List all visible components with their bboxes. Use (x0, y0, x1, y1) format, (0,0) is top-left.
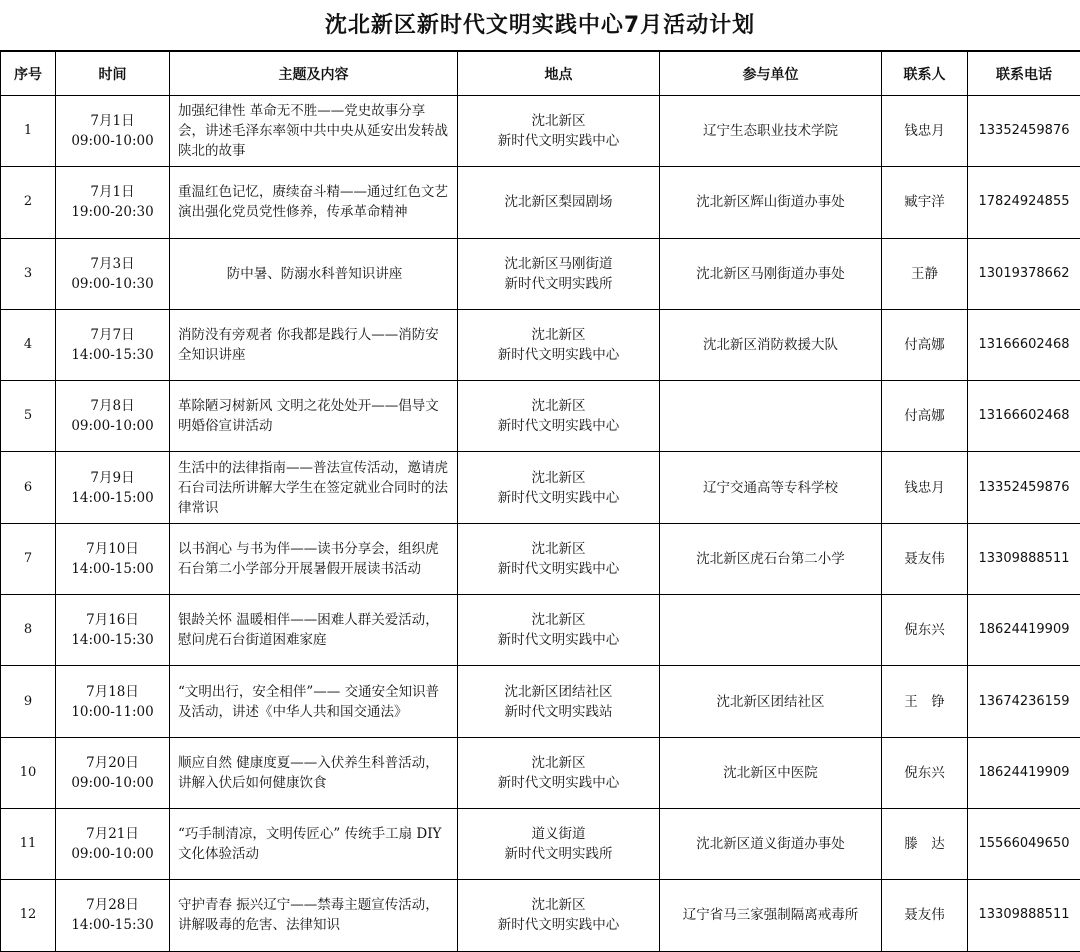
row-date: 7月1日 (60, 182, 165, 202)
row-time (56, 167, 170, 238)
header-place: 地点 (458, 52, 660, 96)
row-no: 1 (1, 96, 56, 167)
row-unit: 沈北新区中医院 (660, 737, 882, 808)
row-time (56, 808, 170, 879)
row-date: 7月16日 (60, 610, 165, 630)
row-place-line1: 沈北新区 (462, 539, 655, 559)
row-unit: 辽宁交通高等专科学校 (660, 452, 882, 523)
table-row (1, 666, 1080, 737)
row-place (458, 808, 660, 879)
row-phone: 13309888511 (968, 523, 1080, 594)
row-topic: “文明出行，安全相伴”—— 交通安全知识普及活动，讲述《中华人共和国交通法》 (170, 666, 458, 737)
row-no: 9 (1, 666, 56, 737)
row-place (458, 523, 660, 594)
row-hours: 09:00-10:00 (60, 131, 165, 151)
row-date: 7月3日 (60, 254, 165, 274)
row-place-line2: 新时代文明实践中心 (462, 630, 655, 650)
row-phone: 15566049650 (968, 808, 1080, 879)
row-unit (660, 381, 882, 452)
table-row (1, 737, 1080, 808)
row-hours: 14:00-15:00 (60, 559, 165, 579)
table-row (1, 309, 1080, 380)
row-date: 7月9日 (60, 468, 165, 488)
row-unit: 沈北新区辉山街道办事处 (660, 167, 882, 238)
table-row (1, 167, 1080, 238)
row-phone: 13166602468 (968, 309, 1080, 380)
table-row (1, 808, 1080, 879)
row-place-line1: 沈北新区 (462, 468, 655, 488)
row-no: 2 (1, 167, 56, 238)
row-phone: 13309888511 (968, 880, 1080, 951)
row-topic: 防中暑、防溺水科普知识讲座 (170, 238, 458, 309)
row-no: 5 (1, 381, 56, 452)
row-topic: 顺应自然 健康度夏——入伏养生科普活动，讲解入伏后如何健康饮食 (170, 737, 458, 808)
row-phone: 13352459876 (968, 452, 1080, 523)
row-place-line2: 新时代文明实践中心 (462, 131, 655, 151)
row-topic: 生活中的法律指南——普法宣传活动，邀请虎石台司法所讲解大学生在签定就业合同时的法律常识 (170, 452, 458, 523)
row-contact: 王静 (882, 238, 968, 309)
row-unit: 辽宁省马三家强制隔离戒毒所 (660, 880, 882, 951)
row-contact: 倪东兴 (882, 737, 968, 808)
row-phone: 13019378662 (968, 238, 1080, 309)
row-no: 10 (1, 737, 56, 808)
row-date: 7月7日 (60, 325, 165, 345)
header-no: 序号 (1, 52, 56, 96)
row-unit: 沈北新区马刚街道办事处 (660, 238, 882, 309)
row-hours: 09:00-10:00 (60, 844, 165, 864)
row-contact: 聂友伟 (882, 523, 968, 594)
row-place-line2: 新时代文明实践中心 (462, 559, 655, 579)
row-hours: 14:00-15:00 (60, 488, 165, 508)
row-hours: 09:00-10:00 (60, 773, 165, 793)
table-row (1, 880, 1080, 951)
row-unit: 沈北新区道义街道办事处 (660, 808, 882, 879)
row-hours: 14:00-15:30 (60, 345, 165, 365)
row-place (458, 309, 660, 380)
row-time (56, 666, 170, 737)
row-contact: 滕 达 (882, 808, 968, 879)
row-unit: 沈北新区消防救援大队 (660, 309, 882, 380)
row-topic: 以书润心 与书为伴——读书分享会，组织虎石台第二小学部分开展暑假开展读书活动 (170, 523, 458, 594)
row-phone: 13352459876 (968, 96, 1080, 167)
row-hours: 14:00-15:30 (60, 630, 165, 650)
row-hours: 10:00-11:00 (60, 702, 165, 722)
row-place-line2: 新时代文明实践所 (462, 844, 655, 864)
table-row (1, 452, 1080, 523)
row-topic: 消防没有旁观者 你我都是践行人——消防安全知识讲座 (170, 309, 458, 380)
row-topic: 守护青春 振兴辽宁——禁毒主题宣传活动，讲解吸毒的危害、法律知识 (170, 880, 458, 951)
row-contact: 王 铮 (882, 666, 968, 737)
row-date: 7月28日 (60, 895, 165, 915)
row-place (458, 452, 660, 523)
table-row (1, 96, 1080, 167)
row-place-line1: 沈北新区 (462, 396, 655, 416)
row-hours: 19:00-20:30 (60, 202, 165, 222)
row-place-line1: 沈北新区马刚街道 (462, 254, 655, 274)
page-title: 沈北新区新时代文明实践中心7月活动计划 (0, 0, 1080, 51)
row-place (458, 167, 660, 238)
row-contact: 臧宇洋 (882, 167, 968, 238)
row-no: 8 (1, 595, 56, 666)
row-place (458, 595, 660, 666)
row-topic: “巧手制清凉，文明传匠心” 传统手工扇 DIY 文化体验活动 (170, 808, 458, 879)
row-time (56, 452, 170, 523)
row-place (458, 880, 660, 951)
row-no: 6 (1, 452, 56, 523)
row-date: 7月8日 (60, 396, 165, 416)
row-time (56, 523, 170, 594)
row-place-line1: 道义街道 (462, 824, 655, 844)
row-no: 7 (1, 523, 56, 594)
row-place (458, 238, 660, 309)
row-date: 7月20日 (60, 753, 165, 773)
row-phone: 13674236159 (968, 666, 1080, 737)
row-place-line2: 新时代文明实践所 (462, 274, 655, 294)
row-phone: 18624419909 (968, 595, 1080, 666)
row-place-line1: 沈北新区 (462, 610, 655, 630)
header-contact: 联系人 (882, 52, 968, 96)
row-date: 7月1日 (60, 111, 165, 131)
row-unit: 沈北新区团结社区 (660, 666, 882, 737)
row-contact: 钱忠月 (882, 452, 968, 523)
row-place-line2: 新时代文明实践中心 (462, 416, 655, 436)
header-phone: 联系电话 (968, 52, 1080, 96)
row-place-line1: 沈北新区 (462, 753, 655, 773)
row-topic: 银龄关怀 温暖相伴——困难人群关爱活动，慰问虎石台街道困难家庭 (170, 595, 458, 666)
row-place-line2: 新时代文明实践中心 (462, 488, 655, 508)
row-place-line1: 沈北新区 (462, 325, 655, 345)
row-no: 4 (1, 309, 56, 380)
row-place-line2: 新时代文明实践中心 (462, 773, 655, 793)
header-unit: 参与单位 (660, 52, 882, 96)
row-place-line1: 沈北新区梨园剧场 (462, 192, 655, 212)
row-place-line2: 新时代文明实践中心 (462, 345, 655, 365)
row-unit: 沈北新区虎石台第二小学 (660, 523, 882, 594)
row-place (458, 96, 660, 167)
row-hours: 09:00-10:00 (60, 416, 165, 436)
row-contact: 付高娜 (882, 381, 968, 452)
row-place-line1: 沈北新区 (462, 895, 655, 915)
row-place (458, 666, 660, 737)
table-header-row (1, 52, 1080, 96)
table-row (1, 523, 1080, 594)
row-hours: 14:00-15:30 (60, 915, 165, 935)
header-time: 时间 (56, 52, 170, 96)
row-topic: 重温红色记忆，赓续奋斗精——通过红色文艺演出强化党员党性修养，传承革命精神 (170, 167, 458, 238)
row-no: 12 (1, 880, 56, 951)
row-place-line1: 沈北新区团结社区 (462, 682, 655, 702)
table-row (1, 238, 1080, 309)
row-hours: 09:00-10:30 (60, 274, 165, 294)
row-date: 7月21日 (60, 824, 165, 844)
row-place (458, 737, 660, 808)
row-topic: 革除陋习树新风 文明之花处处开——倡导文明婚俗宣讲活动 (170, 381, 458, 452)
row-no: 11 (1, 808, 56, 879)
row-contact: 聂友伟 (882, 880, 968, 951)
row-date: 7月18日 (60, 682, 165, 702)
row-time (56, 309, 170, 380)
row-place-line2: 新时代文明实践站 (462, 702, 655, 722)
row-time (56, 737, 170, 808)
row-time (56, 96, 170, 167)
row-time (56, 238, 170, 309)
row-topic: 加强纪律性 革命无不胜——党史故事分享会，讲述毛泽东率领中共中央从延安出发转战陕北的故事 (170, 96, 458, 167)
row-time (56, 595, 170, 666)
table-row (1, 381, 1080, 452)
row-unit: 辽宁生态职业技术学院 (660, 96, 882, 167)
row-place (458, 381, 660, 452)
row-unit (660, 595, 882, 666)
activity-table (0, 51, 1080, 952)
row-contact: 倪东兴 (882, 595, 968, 666)
row-place-line2: 新时代文明实践中心 (462, 915, 655, 935)
table-row (1, 595, 1080, 666)
row-time (56, 381, 170, 452)
row-no: 3 (1, 238, 56, 309)
row-phone: 17824924855 (968, 167, 1080, 238)
row-time (56, 880, 170, 951)
header-topic: 主题及内容 (170, 52, 458, 96)
row-place-line1: 沈北新区 (462, 111, 655, 131)
row-phone: 18624419909 (968, 737, 1080, 808)
row-contact: 付高娜 (882, 309, 968, 380)
row-phone: 13166602468 (968, 381, 1080, 452)
row-contact: 钱忠月 (882, 96, 968, 167)
row-date: 7月10日 (60, 539, 165, 559)
